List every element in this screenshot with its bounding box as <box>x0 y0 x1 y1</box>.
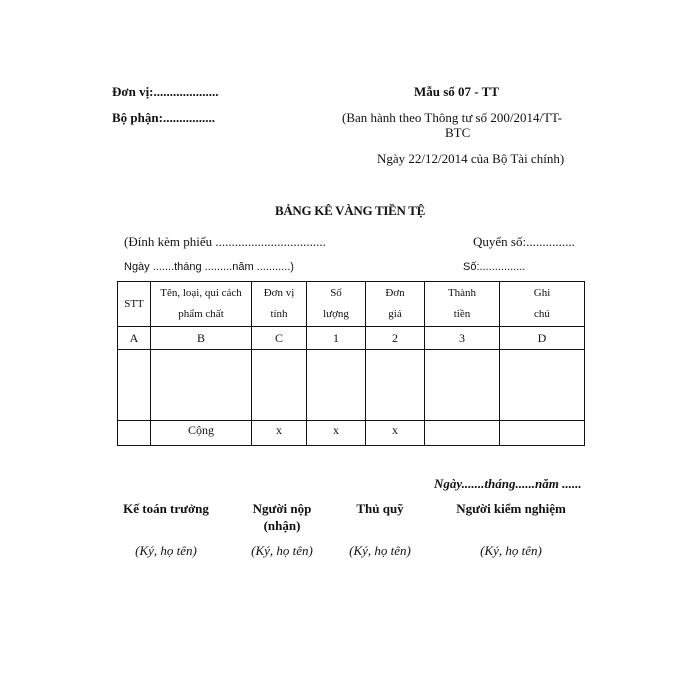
signature-note: (Ký, họ tên) <box>251 543 313 558</box>
table-cell <box>118 350 151 421</box>
table-cell <box>252 350 307 421</box>
header-unit-price: Đơn giá <box>366 282 425 327</box>
table-cell <box>425 350 500 421</box>
table-cell <box>151 350 252 421</box>
total-label: Cộng <box>151 421 252 446</box>
table-cell <box>500 350 585 421</box>
code-cell: 1 <box>307 327 366 350</box>
table-header-row <box>118 282 585 327</box>
code-cell: B <box>151 327 252 350</box>
table-cell <box>366 350 425 421</box>
header-unit: Đơn vị tính <box>252 282 307 327</box>
table-cell <box>500 421 585 446</box>
table-cell <box>307 350 366 421</box>
don-vi-label: Đơn vị:.................... <box>112 84 219 99</box>
number-line: Số:............... <box>463 261 526 273</box>
gold-currency-table <box>117 281 585 446</box>
issued-by-line2: BTC <box>445 125 471 140</box>
total-mark: x <box>252 421 307 446</box>
document-title: BẢNG KÊ VÀNG TIỀN TỆ <box>274 203 426 218</box>
table-cell <box>118 421 151 446</box>
issued-by-date: Ngày 22/12/2014 của Bộ Tài chính) <box>377 151 565 166</box>
signature-note: (Ký, họ tên) <box>135 543 197 558</box>
table-row <box>118 350 585 421</box>
table-code-row <box>118 327 585 350</box>
date-line: Ngày .......tháng .........năm ...........) <box>124 261 294 273</box>
header-name-spec: Tên, loại, qui cách phẩm chất <box>151 282 252 327</box>
footer-date: Ngày.......tháng......năm ...... <box>434 476 582 491</box>
code-cell: 2 <box>366 327 425 350</box>
header-note: Ghi chú <box>500 282 585 327</box>
signer-cashier: Thủ quỹ <box>356 501 404 516</box>
header-stt: STT <box>118 282 151 327</box>
total-mark: x <box>366 421 425 446</box>
signer-payer: Người nộp (nhận) <box>252 501 312 533</box>
signer-chief-accountant: Kế toán trưởng <box>123 501 209 516</box>
code-cell: 3 <box>425 327 500 350</box>
signer-inspector: Người kiểm nghiệm <box>456 501 566 516</box>
code-cell: D <box>500 327 585 350</box>
code-cell: A <box>118 327 151 350</box>
header-amount: Thành tiền <box>425 282 500 327</box>
bo-phan-label: Bộ phận:................ <box>112 110 215 125</box>
table-total-row <box>118 421 585 446</box>
code-cell: C <box>252 327 307 350</box>
signature-note: (Ký, họ tên) <box>349 543 411 558</box>
attached-voucher-line: (Đính kèm phiếu .................................. <box>124 234 326 249</box>
total-mark: x <box>307 421 366 446</box>
table-cell <box>425 421 500 446</box>
issued-by-line1: (Ban hành theo Thông tư số 200/2014/TT- <box>342 110 563 125</box>
signature-note: (Ký, họ tên) <box>480 543 542 558</box>
book-number-line: Quyển số:............... <box>473 234 575 249</box>
form-number: Mẫu số 07 - TT <box>414 84 499 99</box>
header-quantity: Số lượng <box>307 282 366 327</box>
